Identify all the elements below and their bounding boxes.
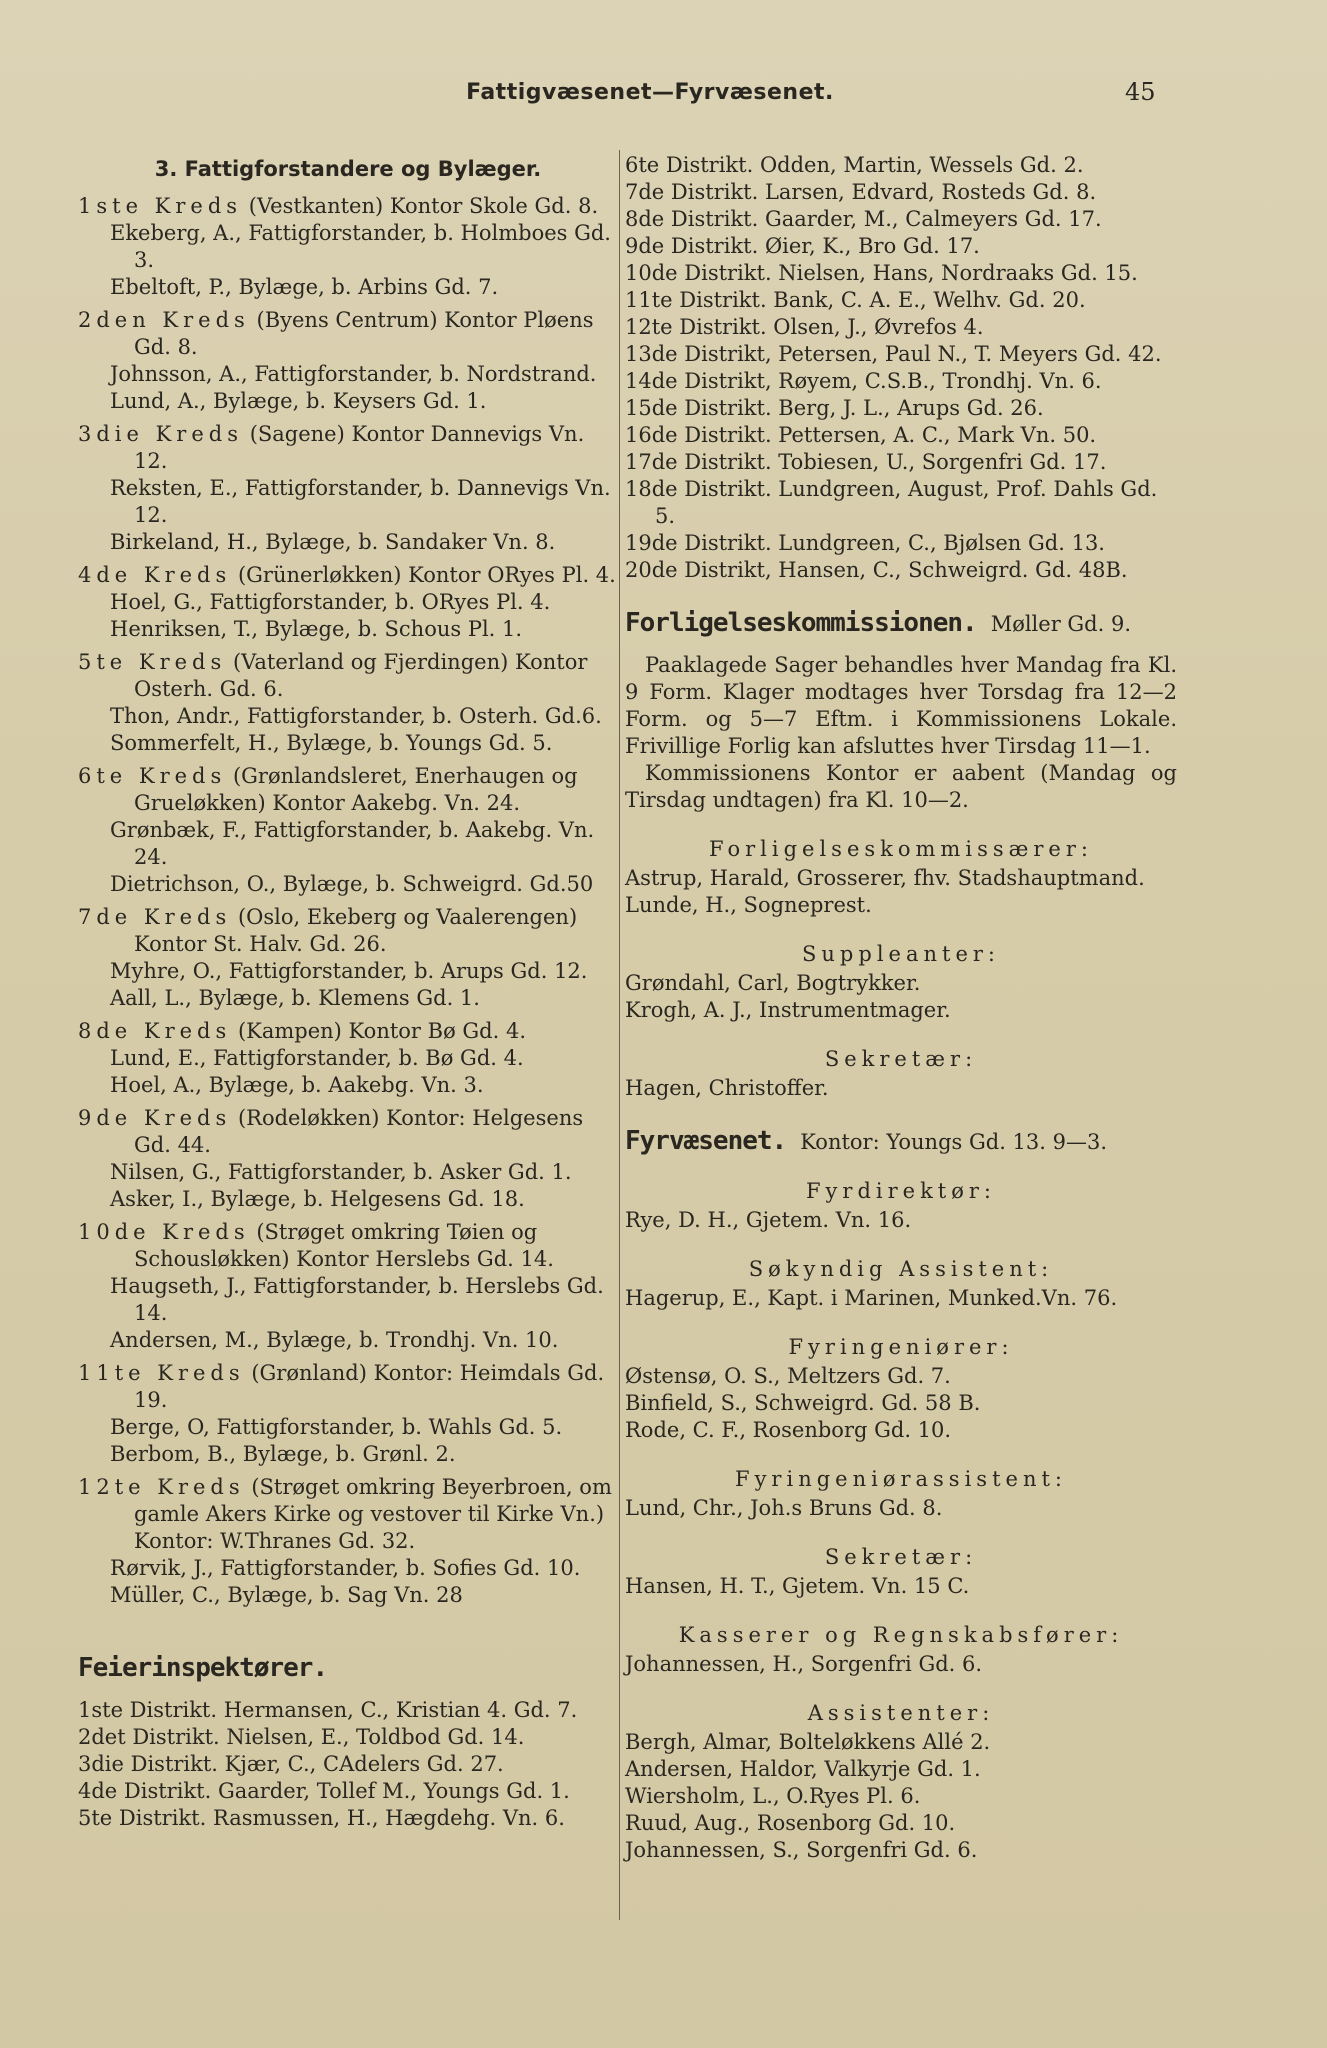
kreds-person: Haugseth, J., Fattigforstander, b. Herslebs Gd. 14.: [110, 1274, 604, 1325]
kreds-description: (Kampen) Kontor Bø Gd. 4.: [237, 1019, 526, 1043]
kreds-person: Müller, C., Bylæge, b. Sag Vn. 28: [110, 1583, 463, 1607]
page-header: [0, 80, 1327, 120]
kreds-heading: [78, 1360, 618, 1414]
kreds-block: [78, 307, 618, 415]
role-person: Hagen, Christoffer.: [625, 1076, 829, 1100]
fyr-title: Fyrvæsenet.: [625, 1126, 787, 1156]
right-column: [625, 152, 1177, 1864]
column-divider: [619, 150, 620, 1920]
feier-entry: 6te Distrikt. Odden, Martin, Wessels Gd. 2.: [625, 153, 1084, 177]
role-person: Østensø, O. S., Meltzers Gd. 7.: [625, 1364, 951, 1388]
forlig-paragraph-2: Kommissionens Kontor er aabent (Mandag og Tirsdag undtagen) fra Kl. 10—2.: [625, 761, 1177, 812]
kreds-heading: [78, 649, 618, 703]
kreds-title: 3die Kreds: [78, 422, 243, 446]
kreds-heading: [78, 421, 618, 475]
kreds-block: [78, 421, 618, 556]
feier-entry: 4de Distrikt. Gaarder, Tollef M., Youngs Gd. 1.: [78, 1779, 570, 1803]
kreds-heading: [78, 1474, 618, 1555]
feier-entry: 2det Distrikt. Nielsen, E., Toldbod Gd. 14.: [78, 1725, 525, 1749]
kreds-person: Lund, E., Fattigforstander, b. Bø Gd. 4.: [110, 1046, 524, 1070]
kreds-person: Hoel, A., Bylæge, b. Aakebg. Vn. 3.: [110, 1073, 484, 1097]
feier-entry: 8de Distrikt. Gaarder, M., Calmeyers Gd. 17.: [625, 207, 1102, 231]
kreds-title: 11te Kreds: [78, 1361, 245, 1385]
kreds-person: Nilsen, G., Fattigforstander, b. Asker Gd. 1.: [110, 1160, 572, 1184]
role-person: Ruud, Aug., Rosenborg Gd. 10.: [625, 1811, 956, 1835]
kreds-block: [78, 1360, 618, 1468]
kreds-description: (Strøget omkring Tøien og Schousløkken) Kontor Herslebs Gd. 14.: [134, 1220, 554, 1271]
role-person: Grøndahl, Carl, Bogtrykker.: [625, 971, 921, 995]
kreds-title: 4de Kreds: [78, 563, 232, 587]
kreds-description: (Sagene) Kontor Dannevigs Vn. 12.: [134, 422, 585, 473]
role-heading: Fyringeniørassistent:: [735, 1467, 1067, 1491]
kreds-description: (Grønlandsleret, Enerhaugen og Grueløkken) Kontor Aakebg. Vn. 24.: [134, 764, 578, 815]
role-person: Lunde, H., Sogneprest.: [625, 893, 872, 917]
kreds-person: Johnsson, A., Fattigforstander, b. Nordstrand.: [110, 362, 597, 386]
running-title: Fattigvæsenet—Fyrvæsenet.: [466, 80, 834, 105]
kreds-title: 5te Kreds: [78, 650, 227, 674]
role-heading: Søkyndig Assistent:: [748, 1257, 1054, 1281]
kreds-title: 2den Kreds: [78, 308, 250, 332]
kreds-heading: [78, 763, 618, 817]
forlig-roles: [625, 836, 1177, 1102]
role-person: Binfield, S., Schweigrd. Gd. 58 B.: [625, 1391, 981, 1415]
kreds-block: [78, 1018, 618, 1099]
kreds-description: (Grünerløkken) Kontor ORyes Pl. 4.: [237, 563, 616, 587]
feier-entry: 10de Distrikt. Nielsen, Hans, Nordraaks Gd. 15.: [625, 261, 1138, 285]
role-person: Wiersholm, L., O.Ryes Pl. 6.: [625, 1784, 921, 1808]
kreds-block: [78, 193, 618, 301]
feier-entry: 3die Distrikt. Kjær, C., CAdelers Gd. 27.: [78, 1752, 504, 1776]
role-heading: Suppleanter:: [802, 942, 1000, 966]
section-title-fattigforstandere: 3. Fattigforstandere og Bylæger.: [154, 157, 542, 181]
feier-entry: 1ste Distrikt. Hermansen, C., Kristian 4. Gd. 7.: [78, 1698, 578, 1722]
role-person: Bergh, Almar, Bolteløkkens Allé 2.: [625, 1730, 991, 1754]
role-heading: Kasserer og Regnskabsfører:: [678, 1623, 1124, 1647]
kreds-heading: [78, 193, 618, 220]
kreds-block: [78, 904, 618, 1012]
kreds-heading: [78, 904, 618, 958]
kreds-person: Rørvik, J., Fattigforstander, b. Sofies Gd. 10.: [110, 1556, 581, 1580]
kreds-heading: [78, 307, 618, 361]
kreds-block: [78, 1105, 618, 1213]
kreds-person: Hoel, G., Fattigforstander, b. ORyes Pl. 4.: [110, 590, 551, 614]
role-person: Johannessen, H., Sorgenfri Gd. 6.: [625, 1652, 983, 1676]
kreds-person: Berbom, B., Bylæge, b. Grønl. 2.: [110, 1442, 456, 1466]
kreds-heading: [78, 1219, 618, 1273]
feier-entry: 11te Distrikt. Bank, C. A. E., Welhv. Gd. 20.: [625, 288, 1086, 312]
kreds-person: Grønbæk, F., Fattigforstander, b. Aakebg. Vn. 24.: [110, 818, 595, 869]
feier-entry: 15de Distrikt. Berg, J. L., Arups Gd. 26.: [625, 396, 1044, 420]
feier-entry: 16de Distrikt. Pettersen, A. C., Mark Vn. 50.: [625, 423, 1097, 447]
kreds-heading: [78, 1018, 618, 1045]
role-heading: Sekretær:: [824, 1545, 978, 1569]
kreds-person: Thon, Andr., Fattigforstander, b. Osterh. Gd.6.: [110, 704, 602, 728]
kreds-person: Birkeland, H., Bylæge, b. Sandaker Vn. 8.: [110, 530, 556, 554]
role-heading: Fyringeniører:: [788, 1335, 1014, 1359]
kreds-heading: [78, 1105, 618, 1159]
role-person: Johannessen, S., Sorgenfri Gd. 6.: [625, 1838, 978, 1862]
role-person: Rye, D. H., Gjetem. Vn. 16.: [625, 1208, 912, 1232]
feier-list: [78, 1697, 618, 1832]
kreds-person: Myhre, O., Fattigforstander, b. Arups Gd. 12.: [110, 959, 588, 983]
fyr-heading: [625, 1128, 1177, 1156]
kreds-person: Berge, O, Fattigforstander, b. Wahls Gd. 5.: [110, 1415, 563, 1439]
fyr-roles: [625, 1178, 1177, 1864]
kreds-description: (Vaterland og Fjerdingen) Kontor Osterh. Gd. 6.: [134, 650, 588, 701]
kreds-description: (Vestkanten) Kontor Skole Gd. 8.: [248, 194, 599, 218]
role-person: Hansen, H. T., Gjetem. Vn. 15 C.: [625, 1574, 970, 1598]
kreds-title: 8de Kreds: [78, 1019, 232, 1043]
feier-continued-list: [625, 152, 1177, 584]
role-heading: Sekretær:: [824, 1047, 978, 1071]
kreds-list: [78, 193, 618, 1609]
kreds-block: [78, 1474, 618, 1609]
kreds-person: Sommerfelt, H., Bylæge, b. Youngs Gd. 5.: [110, 731, 553, 755]
role-person: Astrup, Harald, Grosserer, fhv. Stadshauptmand.: [625, 866, 1145, 890]
feier-entry: 18de Distrikt. Lundgreen, August, Prof. Dahls Gd. 5.: [625, 477, 1158, 528]
role-person: Krogh, A. J., Instrumentmager.: [625, 998, 951, 1022]
role-person: Lund, Chr., Joh.s Bruns Gd. 8.: [625, 1496, 943, 1520]
kreds-description: (Byens Centrum) Kontor Pløens Gd. 8.: [134, 308, 594, 359]
role-heading: Forligelseskommissærer:: [709, 837, 1093, 861]
feier-entry: 13de Distrikt, Petersen, Paul N., T. Meyers Gd. 42.: [625, 342, 1162, 366]
feier-entry: 12te Distrikt. Olsen, J., Øvrefos 4.: [625, 315, 984, 339]
role-heading: Fyrdirektør:: [805, 1179, 997, 1203]
feier-entry: 19de Distrikt. Lundgreen, C., Bjølsen Gd. 13.: [625, 531, 1105, 555]
kreds-block: [78, 763, 618, 898]
kreds-person: Lund, A., Bylæge, b. Keysers Gd. 1.: [110, 389, 487, 413]
kreds-heading: [78, 562, 618, 589]
kreds-person: Asker, I., Bylæge, b. Helgesens Gd. 18.: [110, 1187, 525, 1211]
kreds-title: 10de Kreds: [78, 1220, 250, 1244]
kreds-description: (Grønland) Kontor: Heimdals Gd. 19.: [134, 1361, 605, 1412]
forlig-heading: [625, 610, 1177, 638]
kreds-person: Ebeltoft, P., Bylæge, b. Arbins Gd. 7.: [110, 275, 499, 299]
page-number: 45: [1125, 78, 1156, 106]
kreds-person: Dietrichson, O., Bylæge, b. Schweigrd. Gd.50: [110, 872, 594, 896]
role-person: Hagerup, E., Kapt. i Marinen, Munked.Vn. 76.: [625, 1286, 1118, 1310]
kreds-person: Andersen, M., Bylæge, b. Trondhj. Vn. 10.: [110, 1328, 559, 1352]
left-column: [78, 152, 618, 1832]
kreds-block: [78, 562, 618, 643]
feier-entry: 9de Distrikt. Øier, K., Bro Gd. 17.: [625, 234, 980, 258]
role-heading: Assistenter:: [807, 1701, 995, 1725]
kreds-title: 6te Kreds: [78, 764, 227, 788]
forlig-address: Møller Gd. 9.: [990, 612, 1132, 636]
kreds-title: 7de Kreds: [78, 905, 232, 929]
kreds-person: Aall, L., Bylæge, b. Klemens Gd. 1.: [110, 986, 480, 1010]
role-person: Rode, C. F., Rosenborg Gd. 10.: [625, 1418, 952, 1442]
role-person: Andersen, Haldor, Valkyrje Gd. 1.: [625, 1757, 981, 1781]
kreds-description: (Rodeløkken) Kontor: Helgesens Gd. 44.: [134, 1106, 584, 1157]
feier-entry: 5te Distrikt. Rasmussen, H., Hægdehg. Vn. 6.: [78, 1806, 565, 1830]
kreds-block: [78, 1219, 618, 1354]
feier-entry: 20de Distrikt, Hansen, C., Schweigrd. Gd. 48B.: [625, 558, 1128, 582]
feierinspektorer-title: Feierinspektører.: [78, 1653, 328, 1683]
kreds-person: Ekeberg, A., Fattigforstander, b. Holmboes Gd. 3.: [110, 221, 611, 272]
kreds-person: Reksten, E., Fattigforstander, b. Dannevigs Vn. 12.: [110, 476, 611, 527]
feier-entry: 17de Distrikt. Tobiesen, U., Sorgenfri Gd. 17.: [625, 450, 1107, 474]
feier-entry: 7de Distrikt. Larsen, Edvard, Rosteds Gd. 8.: [625, 180, 1097, 204]
kreds-description: (Strøget omkring Beyerbroen, om gamle Akers Kirke og vestover til Kirke Vn.) Kontor: W.Thranes Gd. 32.: [134, 1475, 612, 1553]
forlig-paragraph-1: Paaklagede Sager behandles hver Mandag fra Kl. 9 Form. Klager modtages hver Torsdag fra 12—2 Form. og 5—7 Eftm. i Kommissionens Lokale. Frivillige Forlig kan afsluttes hver Tirsdag 11—1.: [625, 653, 1177, 758]
kreds-title: 12te Kreds: [78, 1475, 245, 1499]
feier-entry: 14de Distrikt, Røyem, C.S.B., Trondhj. Vn. 6.: [625, 369, 1102, 393]
kreds-title: 1ste Kreds: [78, 194, 243, 218]
fyr-address: Kontor: Youngs Gd. 13. 9—3.: [800, 1130, 1108, 1154]
kreds-description: (Oslo, Ekeberg og Vaalerengen) Kontor St. Halv. Gd. 26.: [134, 905, 578, 956]
kreds-person: Henriksen, T., Bylæge, b. Schous Pl. 1.: [110, 617, 523, 641]
kreds-block: [78, 649, 618, 757]
kreds-title: 9de Kreds: [78, 1106, 232, 1130]
forlig-title: Forligelseskommissionen.: [625, 608, 977, 638]
